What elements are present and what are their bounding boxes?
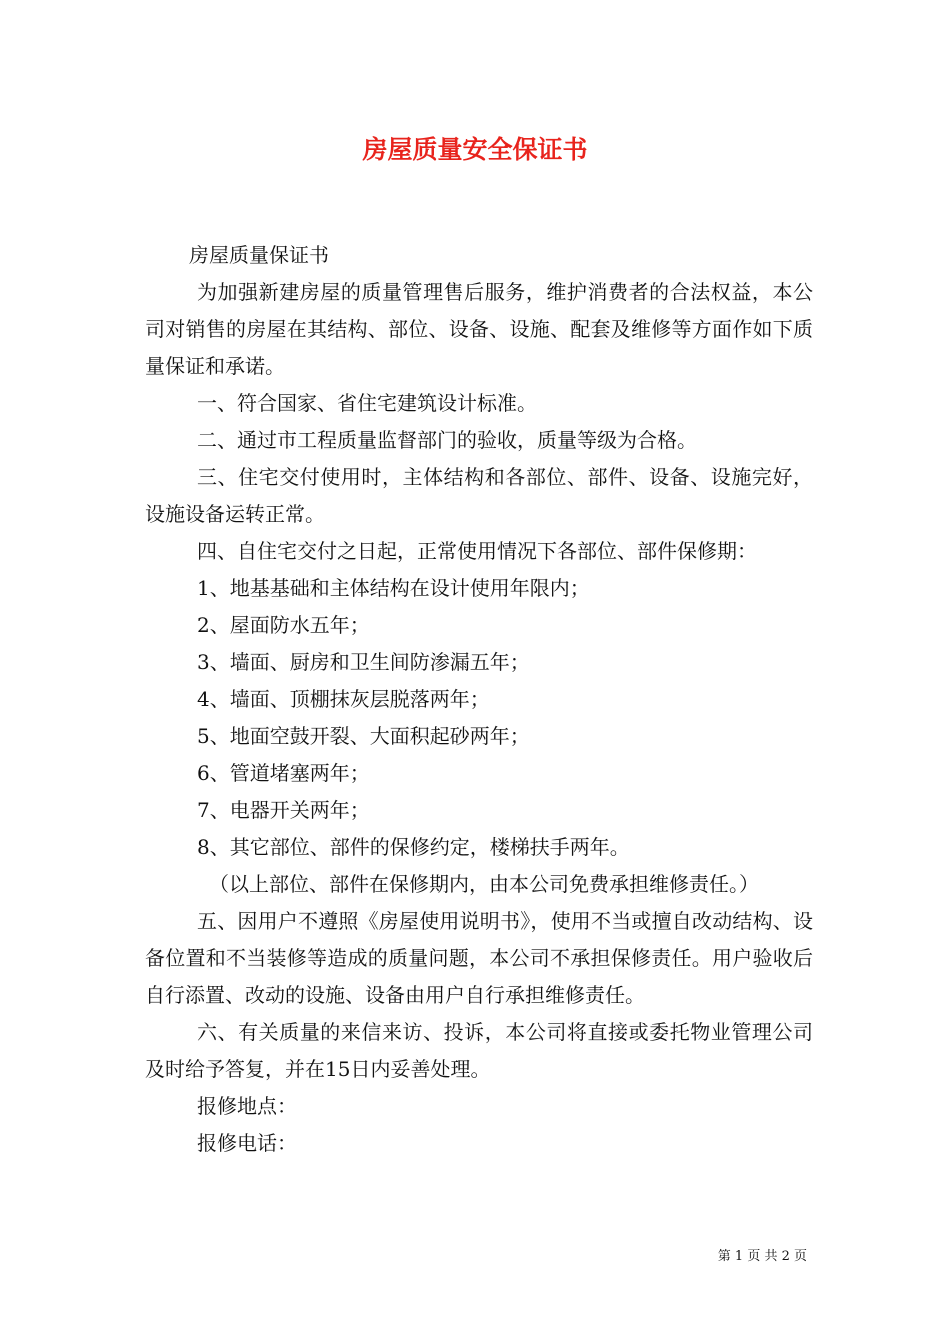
warranty-item-1: 1、地基基础和主体结构在设计使用年限内； — [197, 576, 590, 600]
warranty-item-6: 6、管道堵塞两年； — [197, 761, 370, 785]
warranty-note: （以上部位、部件在保修期内，由本公司免费承担维修责任。） — [209, 872, 759, 896]
clause-6: 六、有关质量的来信来访、投诉，本公司将直接或委托物业管理公司及时给予答复，并在15日内妥善处理。 — [145, 1020, 813, 1081]
warranty-item-5: 5、地面空鼓开裂、大面积起砂两年； — [197, 724, 530, 748]
page-number: 第 1 页 共 2 页 — [717, 1249, 807, 1264]
clause-4: 四、自住宅交付之日起，正常使用情况下各部位、部件保修期： — [197, 539, 757, 563]
warranty-item-7: 7、电器开关两年； — [197, 798, 370, 822]
clause-2: 二、通过市工程质量监督部门的验收，质量等级为合格。 — [197, 428, 697, 452]
repair-phone-label: 报修电话： — [197, 1131, 297, 1155]
clause-3: 三、住宅交付使用时，主体结构和各部位、部件、设备、设施完好，设施设备运转正常。 — [145, 465, 813, 526]
repair-address-label: 报修地点： — [197, 1094, 297, 1118]
document-body — [145, 237, 813, 1162]
warranty-item-3: 3、墙面、厨房和卫生间防渗漏五年； — [197, 650, 530, 674]
document-subtitle: 房屋质量保证书 — [189, 243, 329, 267]
warranty-item-4: 4、墙面、顶棚抹灰层脱落两年； — [197, 687, 490, 711]
clause-5: 五、因用户不遵照《房屋使用说明书》，使用不当或擅自改动结构、设备位置和不当装修等造成的质量问题，本公司不承担保修责任。用户验收后自行添置、改动的设施、设备由用户自行承担维修责任。 — [145, 909, 813, 1007]
warranty-item-2: 2、屋面防水五年； — [197, 613, 370, 637]
warranty-item-8: 8、其它部位、部件的保修约定，楼梯扶手两年。 — [197, 835, 630, 859]
clause-1: 一、符合国家、省住宅建筑设计标准。 — [197, 391, 537, 415]
intro-paragraph: 为加强新建房屋的质量管理售后服务，维护消费者的合法权益，本公司对销售的房屋在其结构、部位、设备、设施、配套及维修等方面作如下质量保证和承诺。 — [145, 280, 813, 378]
document-title: 房屋质量安全保证书 — [362, 135, 588, 164]
